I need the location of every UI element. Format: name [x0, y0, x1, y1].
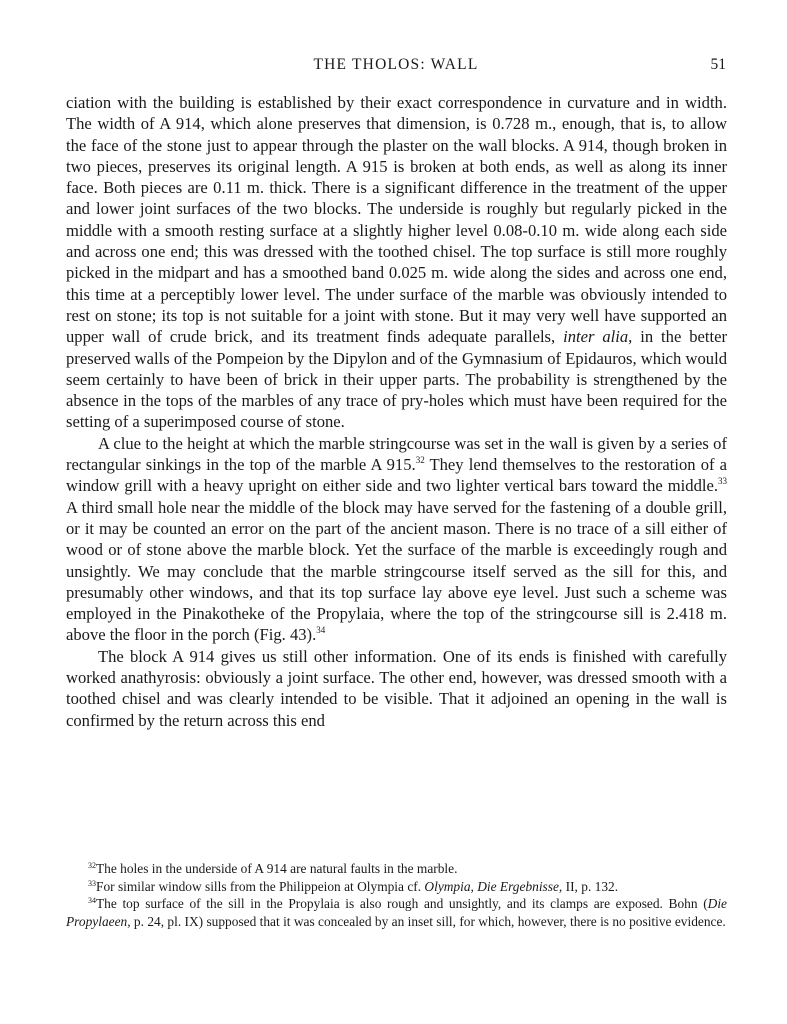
footnote-33: [66, 878, 727, 896]
footnote-33-text-a: For similar window sills from the Philippeion at Olympia cf.: [96, 878, 425, 894]
footnote-34-number: 34: [88, 896, 96, 905]
paragraph-1-text-b: in the better preserved walls of the Pompeion by the Dipylon and of the Gymnasium of Epidauros, which would seem certainly to have been of brick in their upper parts. The probability is strengthened by the absence in the tops of the marbles of any trace of pry-holes which must have been required for the setting of a superimposed course of stone.: [66, 327, 728, 432]
footnote-33-italic: Olympia, Die Ergebnisse,: [424, 878, 563, 894]
footnote-33-text-b: II, p. 132.: [562, 878, 619, 894]
paragraph-2-text-b: They lend themselves to the restoration of a window grill with a heavy upright on either side and two lighter vertical bars toward the middle.: [66, 455, 727, 496]
page-number: 51: [710, 56, 726, 73]
paragraph-2: [66, 433, 727, 646]
paragraph-3: [66, 646, 727, 731]
footnote-33-number: 33: [88, 878, 96, 888]
paragraph-1: [66, 92, 727, 433]
paragraph-2-text-a: A clue to the height at which the marble stringcourse was set in the wall is given by a series of rectangular sinkings in the top of the marble A 915.: [66, 433, 727, 475]
italic-inter-alia: inter alia,: [563, 327, 633, 347]
footnote-ref-32[interactable]: 32: [415, 455, 425, 466]
footnote-ref-33[interactable]: 33: [718, 476, 727, 487]
footnote-32-text: The holes in the underside of A 914 are natural faults in the marble.: [96, 861, 458, 876]
footnote-32-number: 32: [88, 861, 96, 870]
paragraph-1-text-a: ciation with the building is established by their exact correspondence in curvature and in width. The width of A 914, which alone preserves that dimension, is 0.728 m., enough, that is, to allow the face of the stone just to appear through the plaster on the wall blocks. A 914, though broken in two pieces, preserves its original length. A 915 is broken at both ends, as well as along its inner face. Both pieces are 0.11 m. thick. There is a significant difference in the treatment of the upper and lower joint surfaces of the two blocks. The underside is roughly but regularly picked in the middle with a smooth resting surface at a slightly higher level 0.08-0.10 m. wide along each side and across one end; this was dressed with the toothed chisel. The top surface is still more roughly picked in the midpart and has a smoothed band 0.025 m. wide along the sides and across one end, this time at a perceptibly lower level. The under surface of the marble was obviously intended to rest on stone; its top is not suitable for a joint with stone. But it may very well have supported an upper wall of crude brick, and its treatment finds adequate parallels,: [66, 93, 727, 347]
footnote-34: [66, 895, 727, 930]
paragraph-2-text-c: A third small hole near the middle of the block may have served for the fastening of a double grill, or it may be counted an error on the part of the ancient mason. There is no trace of a sill either of wood or of stone above the marble block. Yet the surface of the marble is exceedingly rough and unsightly. We may conclude that the marble stringcourse itself served as the sill for this, and presumably other windows, and that its top surface lay above eye level. Just such a scheme was employed in the Pinakotheke of the Propylaia, where the top of the stringcourse sill is 2.418 m. above the floor in the porch (Fig. 43).: [66, 497, 727, 645]
footnote-34-text-a: The top surface of the sill in the Propylaia is also rough and unsightly, and its clamps are exposed. Bohn (: [96, 896, 708, 911]
footnote-ref-34[interactable]: 34: [316, 625, 326, 636]
footnote-34-text-b: p. 24, pl. IX) supposed that it was concealed by an inset sill, for which, however, there is no positive evidence.: [130, 913, 726, 929]
footnote-32: [66, 860, 727, 878]
main-text: [66, 92, 727, 731]
paragraph-3-text: The block A 914 gives us still other information. One of its ends is finished with carefully worked anathyrosis: obviously a joint surface. The other end, however, was dressed smooth with a toothed chisel and was clearly intended to be visible. That it adjoined an opening in the wall is confirmed by the return across this end: [66, 646, 727, 730]
footnotes: [66, 860, 727, 930]
page-header: [66, 56, 726, 78]
footnote-34-italic: Die Propylaeen,: [66, 896, 727, 929]
running-title: THE THOLOS: WALL: [313, 56, 479, 73]
